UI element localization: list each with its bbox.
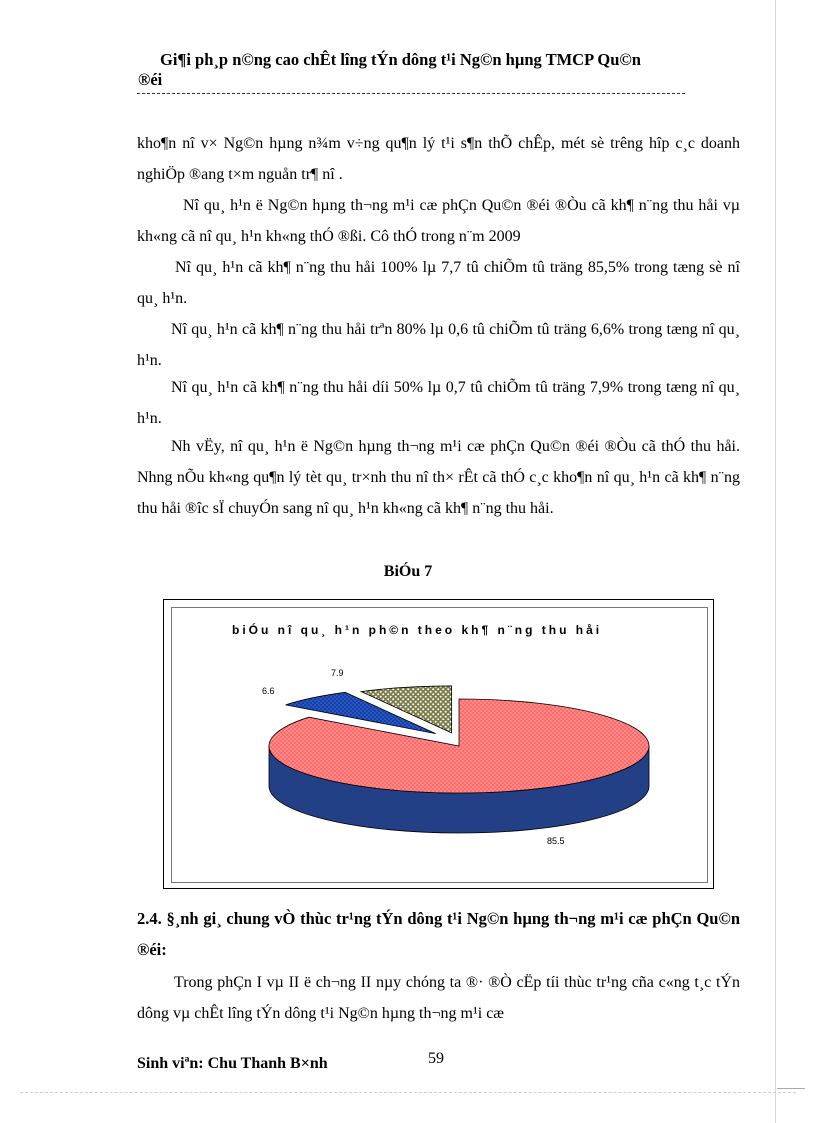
pie-data-label-2: 7.9 [331, 668, 344, 678]
section-body: Trong phÇn I vµ II ë ch¬ng II nµy chóng ta ®· ®Ò cËp tíi thùc tr¹ng cña c«ng t¸c tÝn dông vµ chÊt lîng tÝn dông t¹i Ng©n hµng th¬ng m¹i cæ [137, 974, 740, 1022]
header-title-line1: Gi¶i ph¸p n©ng cao chÊt lîng tÝn dông t¹i Ng©n hµng TMCP Qu©n [160, 50, 641, 69]
paragraph-2: Nî qu¸ h¹n ë Ng©n hµng th¬ng m¹i cæ phÇn Qu©n ®éi ®Òu cã kh¶ n¨ng thu håi vµ kh«ng cã nî qu¸ h¹n kh«ng thÓ ®ßi. Cô thÓ trong n¨m 2009 [137, 197, 740, 245]
paragraph-5: Nî qu¸ h¹n cã kh¶ n¨ng thu håi díi 50% lµ 0,7 tû chiÕm tû träng 7,9% trong tæng nî qu¸ h¹n. [137, 379, 740, 427]
chart-title: biÓu nî qu¸ h¹n ph©n theo kh¶ n¨ng thu håi [232, 623, 603, 637]
footer-divider [20, 1092, 796, 1093]
pie-data-label-1: 6.6 [262, 686, 275, 696]
header-divider [137, 93, 685, 94]
section-heading: 2.4. §¸nh gi¸ chung vÒ thùc tr¹ng tÝn dông t¹i Ng©n hµng th¬ng m¹i cæ phÇn Qu©n ®éi: [137, 909, 740, 959]
chart-area [171, 607, 708, 883]
corner-mark [777, 1088, 805, 1089]
chart-frame [163, 599, 714, 889]
header-title-line2: ®éi [138, 70, 163, 89]
paragraph-1: kho¶n nî v× Ng©n hµng n¾m v÷ng qu¶n lý t¹i s¶n thÕ chÊp, mét sè trêng hîp c¸c doanh nghiÖp ®ang t×m nguån tr¶ nî . [137, 135, 740, 183]
pie-data-label-0: 85.5 [547, 836, 565, 846]
figure-label: BiÓu 7 [383, 563, 433, 580]
paragraph-6: Nh vËy, nî qu¸ h¹n ë Ng©n hµng th¬ng m¹i cæ phÇn Qu©n ®éi ®Òu cã thÓ thu håi. Nhng nÕu kh«ng qu¶n lý tèt qu¸ tr×nh thu nî th× rÊt cã thÓ c¸c kho¶n nî qu¸ h¹n cã kh¶ n¨ng thu håi ®îc sÏ chuyÓn sang nî qu¸ h¹n kh«ng cã kh¶ n¨ng thu håi. [137, 438, 740, 517]
footer-author: Sinh viªn: Chu Thanh B×nh [137, 1055, 328, 1072]
page-number: 59 [428, 1050, 444, 1067]
paragraph-4: Nî qu¸ h¹n cã kh¶ n¨ng thu håi trªn 80% lµ 0,6 tû chiÕm tû träng 6,6% trong tæng nî qu¸ h¹n. [137, 321, 740, 369]
page-margin-line [775, 0, 776, 1123]
pie-slices [269, 686, 649, 833]
paragraph-3: Nî qu¸ h¹n cã kh¶ n¨ng thu håi 100% lµ 7,7 tû chiÕm tû träng 85,5% trong tæng sè nî qu¸ h¹n. [137, 259, 740, 307]
pie-slice-0 [269, 699, 649, 793]
running-header-title [138, 50, 750, 90]
pie-chart [172, 608, 707, 882]
